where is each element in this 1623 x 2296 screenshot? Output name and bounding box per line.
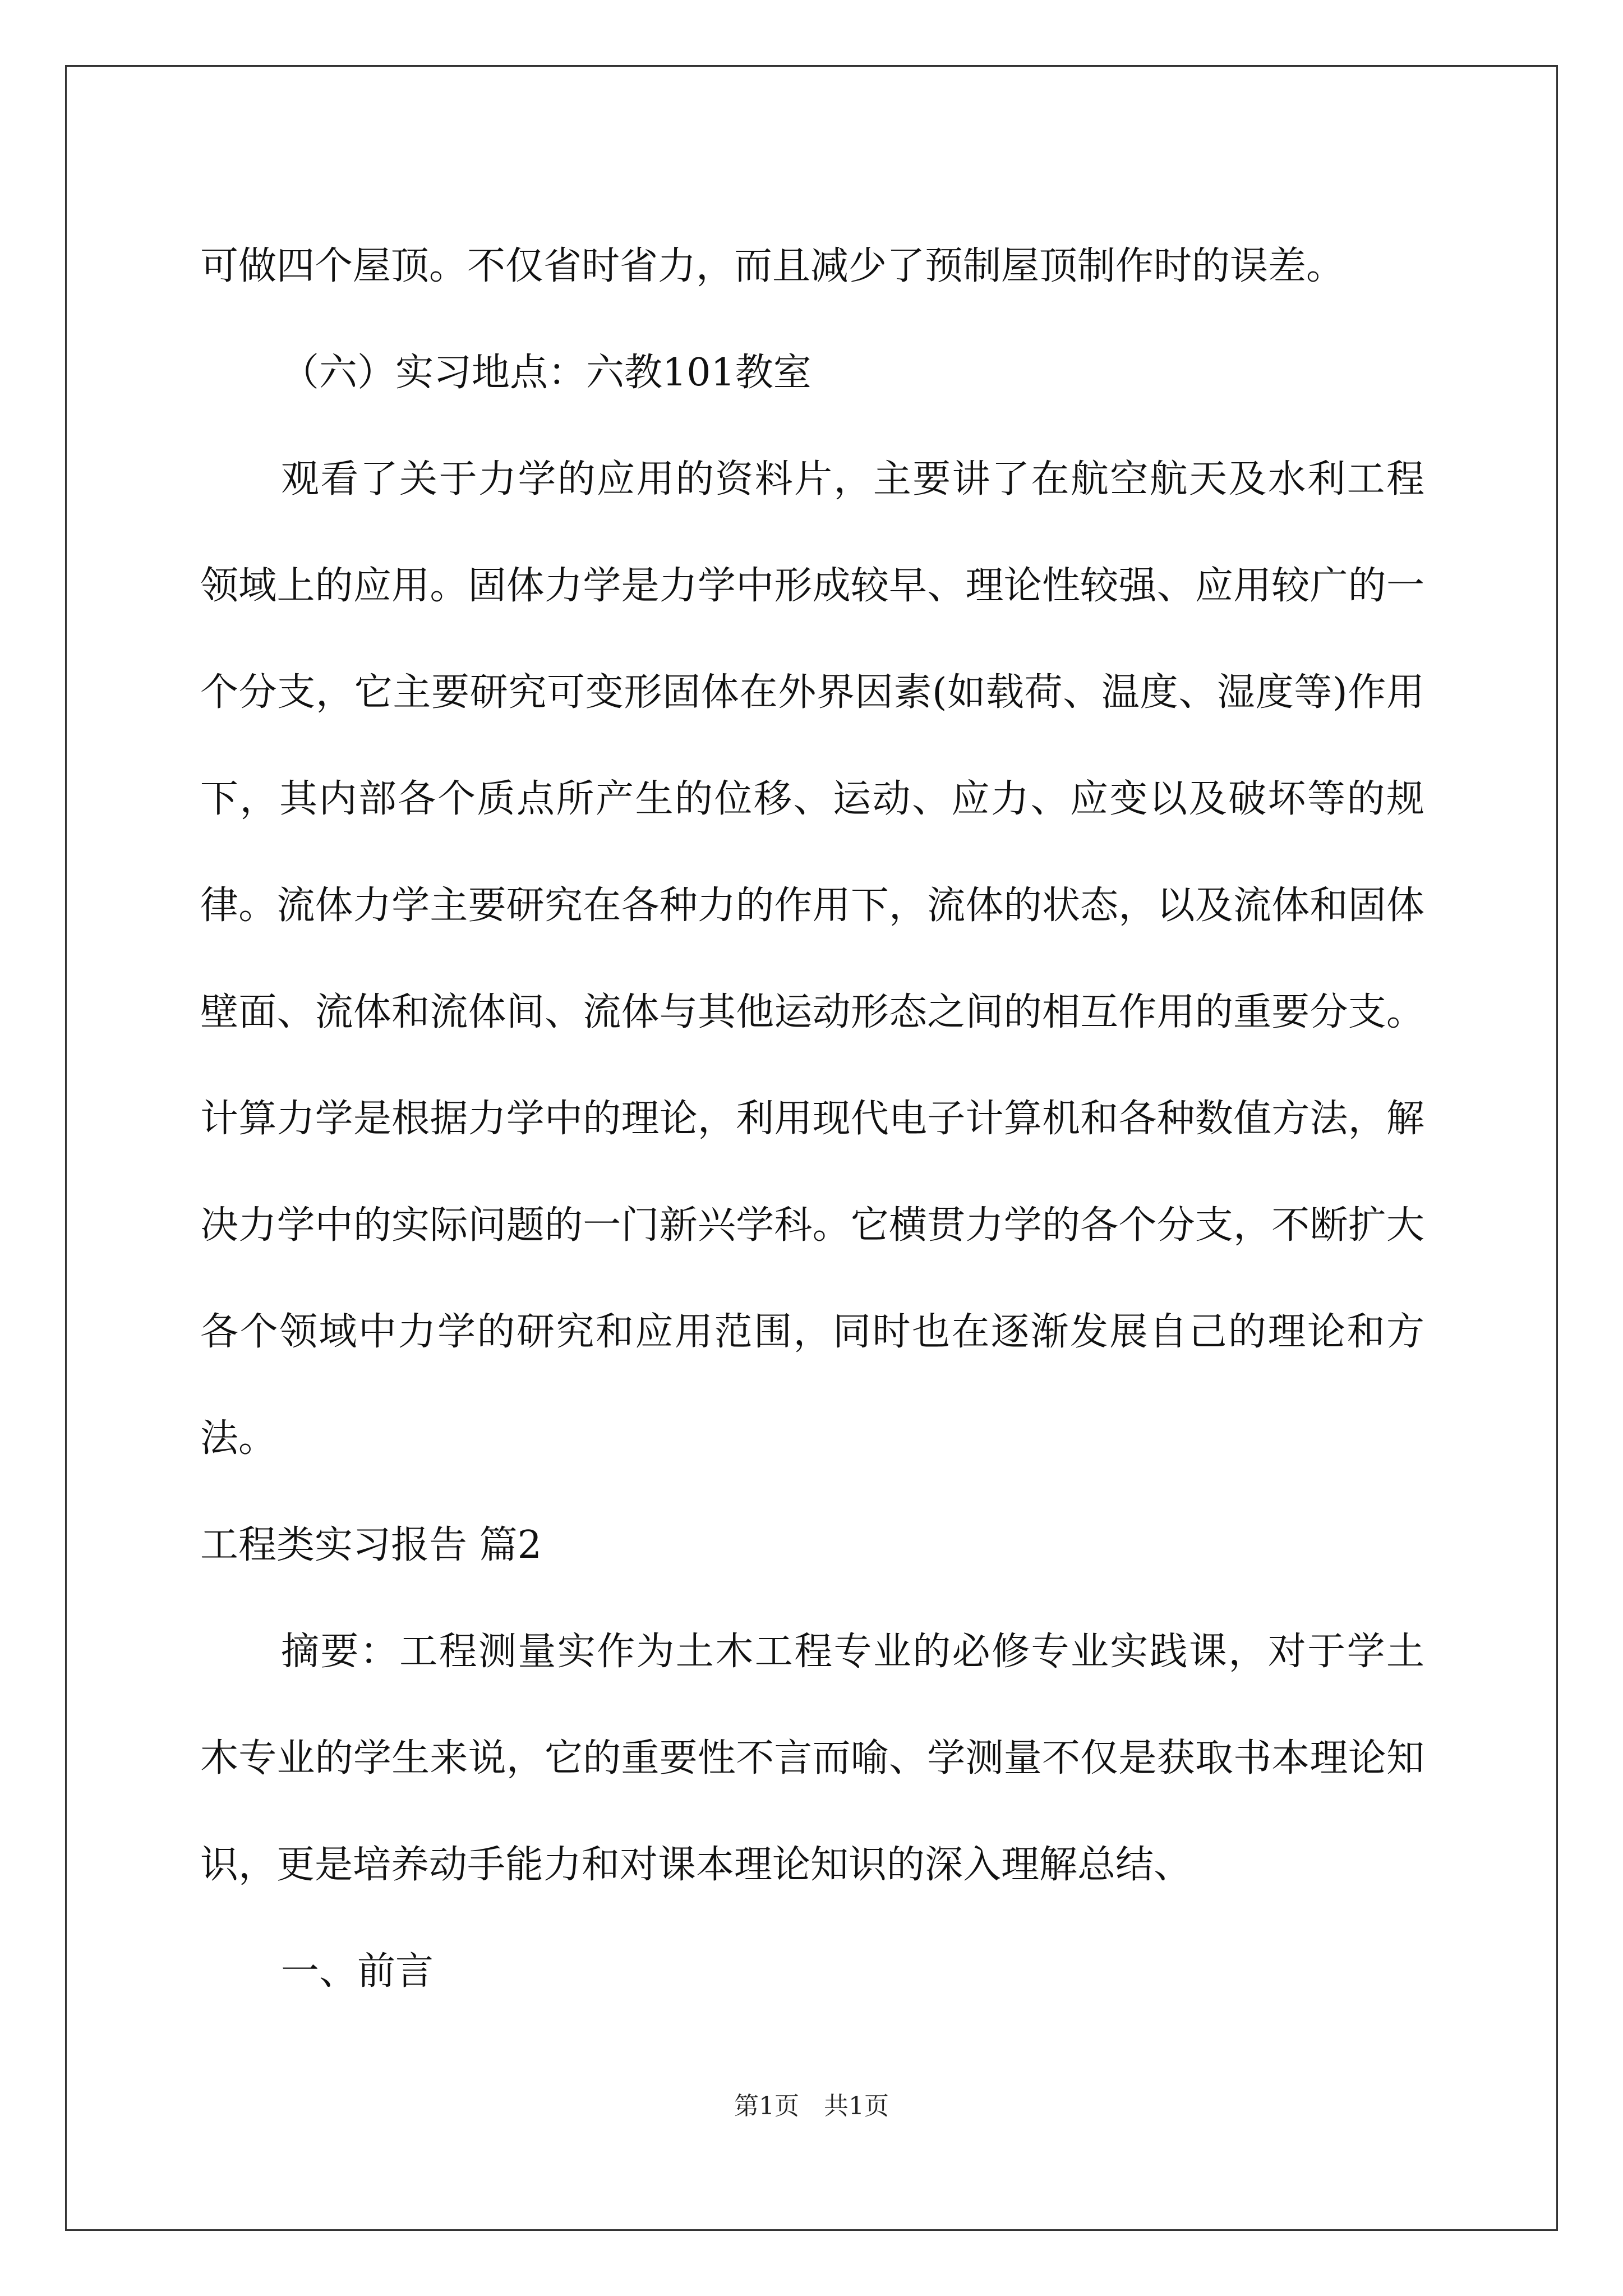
page-footer: 第1页 共1页: [734, 2092, 889, 2120]
section-heading-preface: 一、前言: [281, 1949, 434, 1994]
paragraph-location-heading: （六）实习地点：六教101教室: [281, 351, 811, 395]
paragraph-roof-summary: 可做四个屋顶。不仅省时省力，而且减少了预制屋顶制作时的误差。: [200, 244, 1345, 288]
paragraph-mechanics-film: 观看了关于力学的应用的资料片，主要讲了在航空航天及水利工程领域上的应用。固体力学是力学中形成较早、理论性较强、应用较广的一个分支，它主要研究可变形固体在外界因素(如载荷、温度、湿度等)作用下，其内部各个质点所产生的位移、运动、应力、应变以及破坏等的规律。流体力学主要研究在各种力的作用下，流体的状态，以及流体和固体壁面、流体和流体间、流体与其他运动形态之间的相互作用的重要分支。计算力学是根据力学中的理论，利用现代电子计算机和各种数值方法，解决力学中的实际问题的一门新兴学科。它横贯力学的各个分支，不断扩大各个领域中力学的研究和应用范围，同时也在逐渐发展自己的理论和方法。: [200, 457, 1424, 1461]
paragraph-abstract: 摘要：工程测量实作为土木工程专业的必修专业实践课，对于学土木专业的学生来说，它的重要性不言而喻、学测量不仅是获取书本理论知识，更是培养动手能力和对课本理论知识的深入理解总结、: [200, 1630, 1424, 1887]
document-body: [200, 213, 1424, 2025]
report-section-title: 工程类实习报告 篇2: [200, 1523, 542, 1567]
